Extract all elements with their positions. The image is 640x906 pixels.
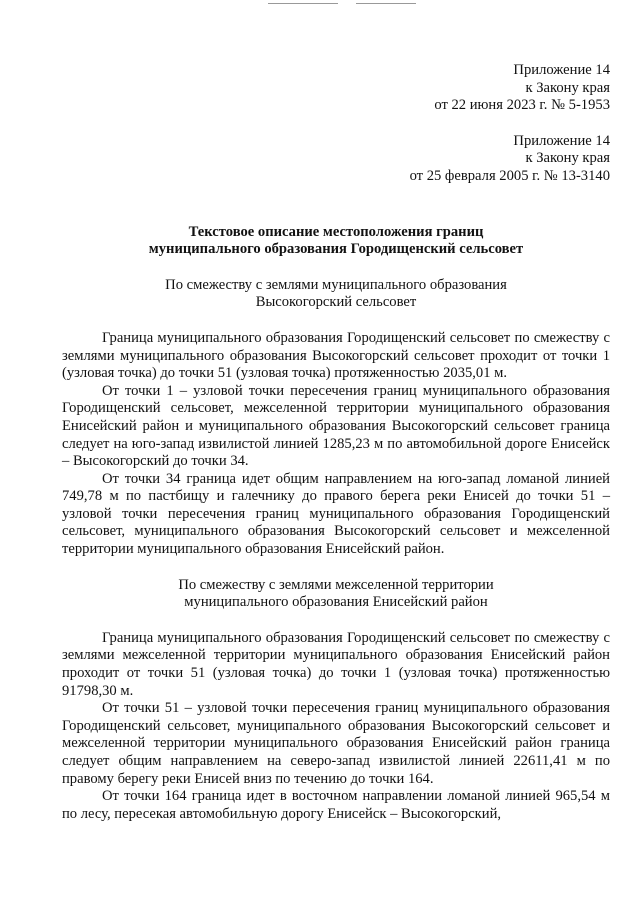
document-title (62, 224, 610, 259)
section-1-heading (62, 277, 610, 312)
section-1-paragraph: Граница муниципального образования Городищенский сельсовет по смежеству с землями муниципального образования Высокогорский сельсовет проходит от точки 1 (узловая точка) до точки 51 (узловая точка) протяженностью 2035,01 м. (62, 329, 610, 382)
appendix-original-law-ref: к Закону края (525, 150, 610, 167)
appendix-current-number: Приложение 14 (513, 62, 610, 78)
appendix-original-number: Приложение 14 (513, 132, 610, 149)
section-1-heading-line-2: Высокогорский сельсовет (255, 294, 417, 311)
section-1-heading-line-1: По смежеству с землями муниципального образования (165, 276, 507, 293)
appendix-current-block (62, 62, 610, 115)
section-1-paragraph: От точки 34 граница идет общим направлением на юго-запад ломаной линией 749,78 м по пастбищу и галечнику до правого берега реки Енисей до точки 51 – узловой точки пересечения границ муниципального образования Городищенский сельсовет, муниципального образования Высокогорский сельсовет и межселенной территории муниципального образования Енисейский район. (62, 470, 610, 558)
section-2-paragraph: От точки 164 граница идет в восточном направлении ломаной линией 965,54 м по лесу, пересекая автомобильную дорогу Енисейск – Высокогорский, (62, 788, 610, 822)
section-2-heading (62, 577, 610, 612)
appendix-original-block (62, 133, 610, 186)
section-2-paragraph: Граница муниципального образования Городищенский сельсовет по смежеству с землями межселенной территории муниципального образования Енисейский район проходит от точки 51 (узловая точка) до точки 1 (узловая точка) протяженностью 91798,30 м. (62, 629, 610, 699)
section-2-body (62, 630, 610, 824)
scan-artifact-line (268, 3, 338, 4)
section-2-paragraph: От точки 51 – узловой точки пересечения границ муниципального образования Городищенский сельсовет, муниципального образования Высокогорский сельсовет и межселенной территории муниципального образования Енисейский район граница следует общим направлением на северо-запад извилистой линией 22611,41 м по правому берегу реки Енисей вниз по течению до точки 164. (62, 700, 610, 787)
appendix-current-law-ref: к Закону края (525, 79, 610, 96)
document-page (62, 62, 610, 823)
section-1-paragraph: От точки 1 – узловой точки пересечения границ муниципального образования Городищенский сельсовет, межселенной территории муниципального образования Енисейский район и муниципального образования Высокогорский сельсовет граница следует на юго-запад извилистой линией 1285,23 м по автомобильной дороге Енисейск – Высокогорский до точки 34. (62, 382, 610, 470)
scan-artifact-line (356, 3, 416, 4)
section-1-body (62, 330, 610, 559)
title-line-1: Текстовое описание местоположения границ (188, 223, 484, 240)
section-2-heading-line-2: муниципального образования Енисейский район (184, 594, 488, 611)
section-2-heading-line-1: По смежеству с землями межселенной территории (178, 576, 494, 593)
appendix-original-date: от 25 февраля 2005 г. № 13-3140 (409, 167, 610, 184)
title-line-2: муниципального образования Городищенский сельсовет (148, 241, 524, 258)
appendix-current-date: от 22 июня 2023 г. № 5-1953 (434, 97, 610, 114)
